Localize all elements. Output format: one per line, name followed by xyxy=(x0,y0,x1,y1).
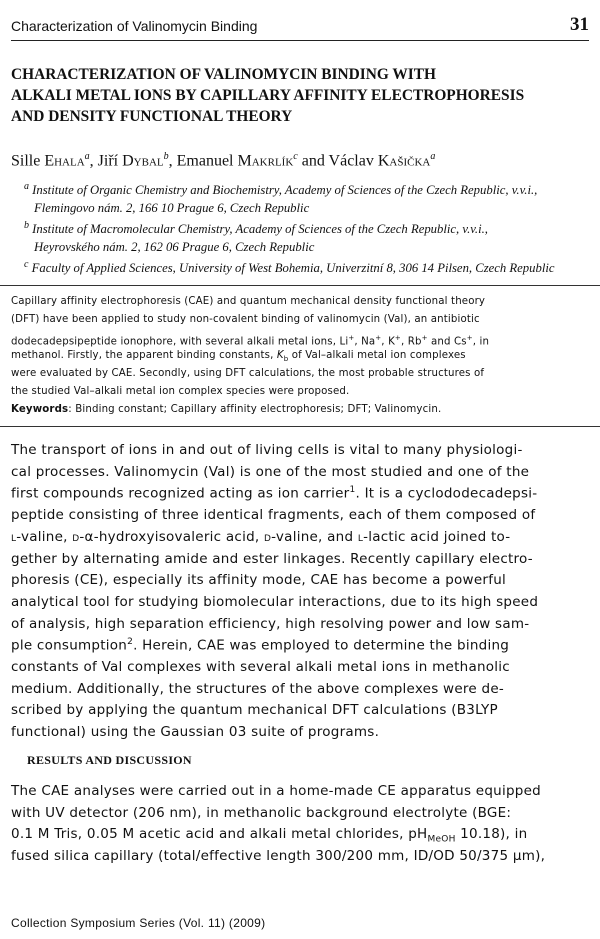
ion-charge: + xyxy=(421,334,428,342)
affiliation-mark: b xyxy=(24,220,29,232)
affiliation-mark: c xyxy=(293,151,298,162)
text-line: medium. Additionally, the structures of the above complexes were de- xyxy=(11,680,505,697)
text-segment: 10.18), in xyxy=(455,826,528,843)
title-line: ALKALI METAL IONS BY CAPILLARY AFFINITY ELECTROPHORESIS xyxy=(11,87,525,104)
text-line: with UV detector (206 nm), in methanolic background electrolyte (BGE: xyxy=(11,804,512,821)
keywords-label: Keywords xyxy=(11,404,69,415)
text-segment: Tris, 0.05 xyxy=(49,826,123,843)
text-segment: -valine, xyxy=(16,528,73,545)
stereo-descriptor: d xyxy=(72,528,80,545)
ion-charge: + xyxy=(348,334,355,342)
affiliation-mark: a xyxy=(430,151,436,162)
text-line xyxy=(11,637,509,654)
author-separator: , xyxy=(89,152,98,170)
abstract-text: and Cs xyxy=(427,336,467,348)
text-line: functional) using the Gaussian 03 suite of programs. xyxy=(11,724,380,741)
abstract-line: were evaluated by CAE. Secondly, using DFT calculations, the most probable structures of xyxy=(11,368,485,379)
affiliation-mark: c xyxy=(24,259,29,271)
molar-unit: M xyxy=(37,826,50,843)
reference-mark: 1 xyxy=(349,485,356,496)
affiliation-a xyxy=(24,178,590,217)
affiliation-line: Institute of Macromolecular Chemistry, Academy of Sciences of the Czech Republic, v.v.i., xyxy=(32,222,488,237)
affiliation-mark: a xyxy=(84,151,90,162)
author-separator: and xyxy=(297,152,329,170)
article-title xyxy=(11,64,591,127)
affiliation-line: Heyrovského nám. 2, 162 06 Prague 6, Czech Republic xyxy=(34,239,315,254)
abstract-text: of Val–alkali metal ion complexes xyxy=(288,350,466,361)
text-line: The CAE analyses were carried out in a home-made CE apparatus equipped xyxy=(11,783,541,799)
stereo-descriptor: d xyxy=(263,528,272,545)
running-head xyxy=(11,14,589,36)
affiliation-line: Institute of Organic Chemistry and Biochemistry, Academy of Sciences of the Czech Republic, v.v.i., xyxy=(32,183,538,198)
text-line xyxy=(11,826,527,845)
text-line: analytical tool for studying biomolecular interactions, due to its high speed xyxy=(11,593,539,610)
title-line: AND DENSITY FUNCTIONAL THEORY xyxy=(11,108,293,125)
binding-constant-subscript: b xyxy=(283,355,289,364)
author-family-name: Dybal xyxy=(122,152,164,170)
author-family-name: Makrlík xyxy=(237,152,294,170)
text-segment: 0.1 xyxy=(11,826,38,843)
ph-subscript: MeOH xyxy=(427,835,456,846)
abstract-line: Capillary affinity electrophoresis (CAE) and quantum mechanical density functional theory xyxy=(11,296,486,307)
author-separator: , xyxy=(168,152,177,170)
text-line: gether by alternating amide and ester linkages. Recently capillary electro- xyxy=(11,550,533,567)
author-given-name: Václav xyxy=(328,152,374,170)
abstract-text: methanol. Firstly, the apparent binding constants, xyxy=(11,350,277,361)
text-segment: -valine, and xyxy=(271,528,358,545)
text-line: cal processes. Valinomycin (Val) is one of the most studied and one of the xyxy=(11,463,530,480)
footer-citation: Collection Symposium Series (Vol. 11) (2009) xyxy=(11,916,266,930)
affiliation-b xyxy=(24,217,590,256)
affiliation-mark: a xyxy=(24,181,29,192)
page-number: 31 xyxy=(570,14,589,35)
running-head-title: Characterization of Valinomycin Binding xyxy=(11,18,258,34)
ion-symbol: K xyxy=(388,336,395,348)
abstract xyxy=(0,285,600,427)
text-line: peptide consisting of three identical fragments, each of them composed of xyxy=(11,507,536,524)
ion-charge: + xyxy=(394,334,401,342)
text-line: phoresis (CE), especially its affinity mode, CAE has become a powerful xyxy=(11,572,507,589)
binding-constant-symbol: K xyxy=(276,350,284,361)
text-segment: . It is a cyclododecadepsi- xyxy=(355,485,538,502)
keywords-text: Binding constant; Capillary affinity electrophoresis; DFT; Valinomycin. xyxy=(75,404,442,415)
ion-charge: + xyxy=(375,334,382,342)
author-given-name: Sille xyxy=(11,152,41,170)
affiliations xyxy=(24,178,590,278)
section-heading: RESULTS AND DISCUSSION xyxy=(27,753,192,767)
affiliation-line: Faculty of Applied Sciences, University of West Bohemia, Univerzitní 8, 306 14 Pilsen, Czech Republic xyxy=(31,261,555,276)
text-segment: acetic acid and alkali metal chlorides, pH xyxy=(134,826,428,843)
text-segment: . Herein, CAE was employed to determine the binding xyxy=(133,637,510,654)
header-rule xyxy=(11,40,589,41)
text-segment: first compounds recognized acting as ion carrier xyxy=(11,485,350,502)
affiliation-mark: b xyxy=(163,151,169,162)
text-segment: ple consumption xyxy=(11,637,128,654)
keywords-line: Keywords: Binding constant; Capillary affinity electrophoresis; DFT; Valinomycin. xyxy=(11,404,442,415)
text-line: fused silica capillary (total/effective length 300/200 mm, ID/OD 50/375 μm), xyxy=(11,848,546,865)
abstract-text: dodecadepsipeptide ionophore, with several alkali metal ions, Li xyxy=(11,336,349,348)
abstract-line: (DFT) have been applied to study non-covalent binding of valinomycin (Val), an antibiotic xyxy=(11,314,480,325)
text-line: scribed by applying the quantum mechanical DFT calculations (B3LYP xyxy=(11,702,498,719)
ion-symbol: Na xyxy=(361,336,376,348)
ion-symbol: Rb xyxy=(407,336,422,348)
text-line xyxy=(11,485,537,502)
molar-unit: M xyxy=(122,826,135,843)
stereo-descriptor: l xyxy=(11,528,17,545)
author-list xyxy=(11,151,591,170)
abstract-line: the studied Val–alkali metal ion complex species were proposed. xyxy=(11,386,350,397)
author-family-name: Ehala xyxy=(44,152,85,170)
ion-charge: + xyxy=(466,334,473,342)
affiliation-c xyxy=(24,256,590,278)
reference-mark: 2 xyxy=(127,637,134,648)
affiliation-line: Flemingovo nám. 2, 166 10 Prague 6, Czech Republic xyxy=(34,200,310,215)
text-line: of analysis, high separation efficiency, high resolving power and low sam- xyxy=(11,615,530,632)
author-family-name: Kašička xyxy=(377,152,431,170)
text-line: constants of Val complexes with several alkali metal ions in methanolic xyxy=(11,659,510,675)
stereo-descriptor: l xyxy=(357,528,364,545)
text-segment: -lactic acid joined to- xyxy=(363,528,511,545)
abstract-line: dodecadepsipeptide ionophore, with several alkali metal ions, Li+, Na+, K+, Rb+ and Cs+, in xyxy=(11,334,490,348)
text-segment: -α-hydroxyisovaleric acid, xyxy=(79,528,264,545)
author-given-name: Emanuel xyxy=(176,152,234,170)
text-line xyxy=(11,529,510,545)
title-line: CHARACTERIZATION OF VALINOMYCIN BINDING WITH xyxy=(11,66,437,83)
author-given-name: Jiří xyxy=(97,152,119,170)
text-line: The transport of ions in and out of living cells is vital to many physiologi- xyxy=(11,442,523,458)
